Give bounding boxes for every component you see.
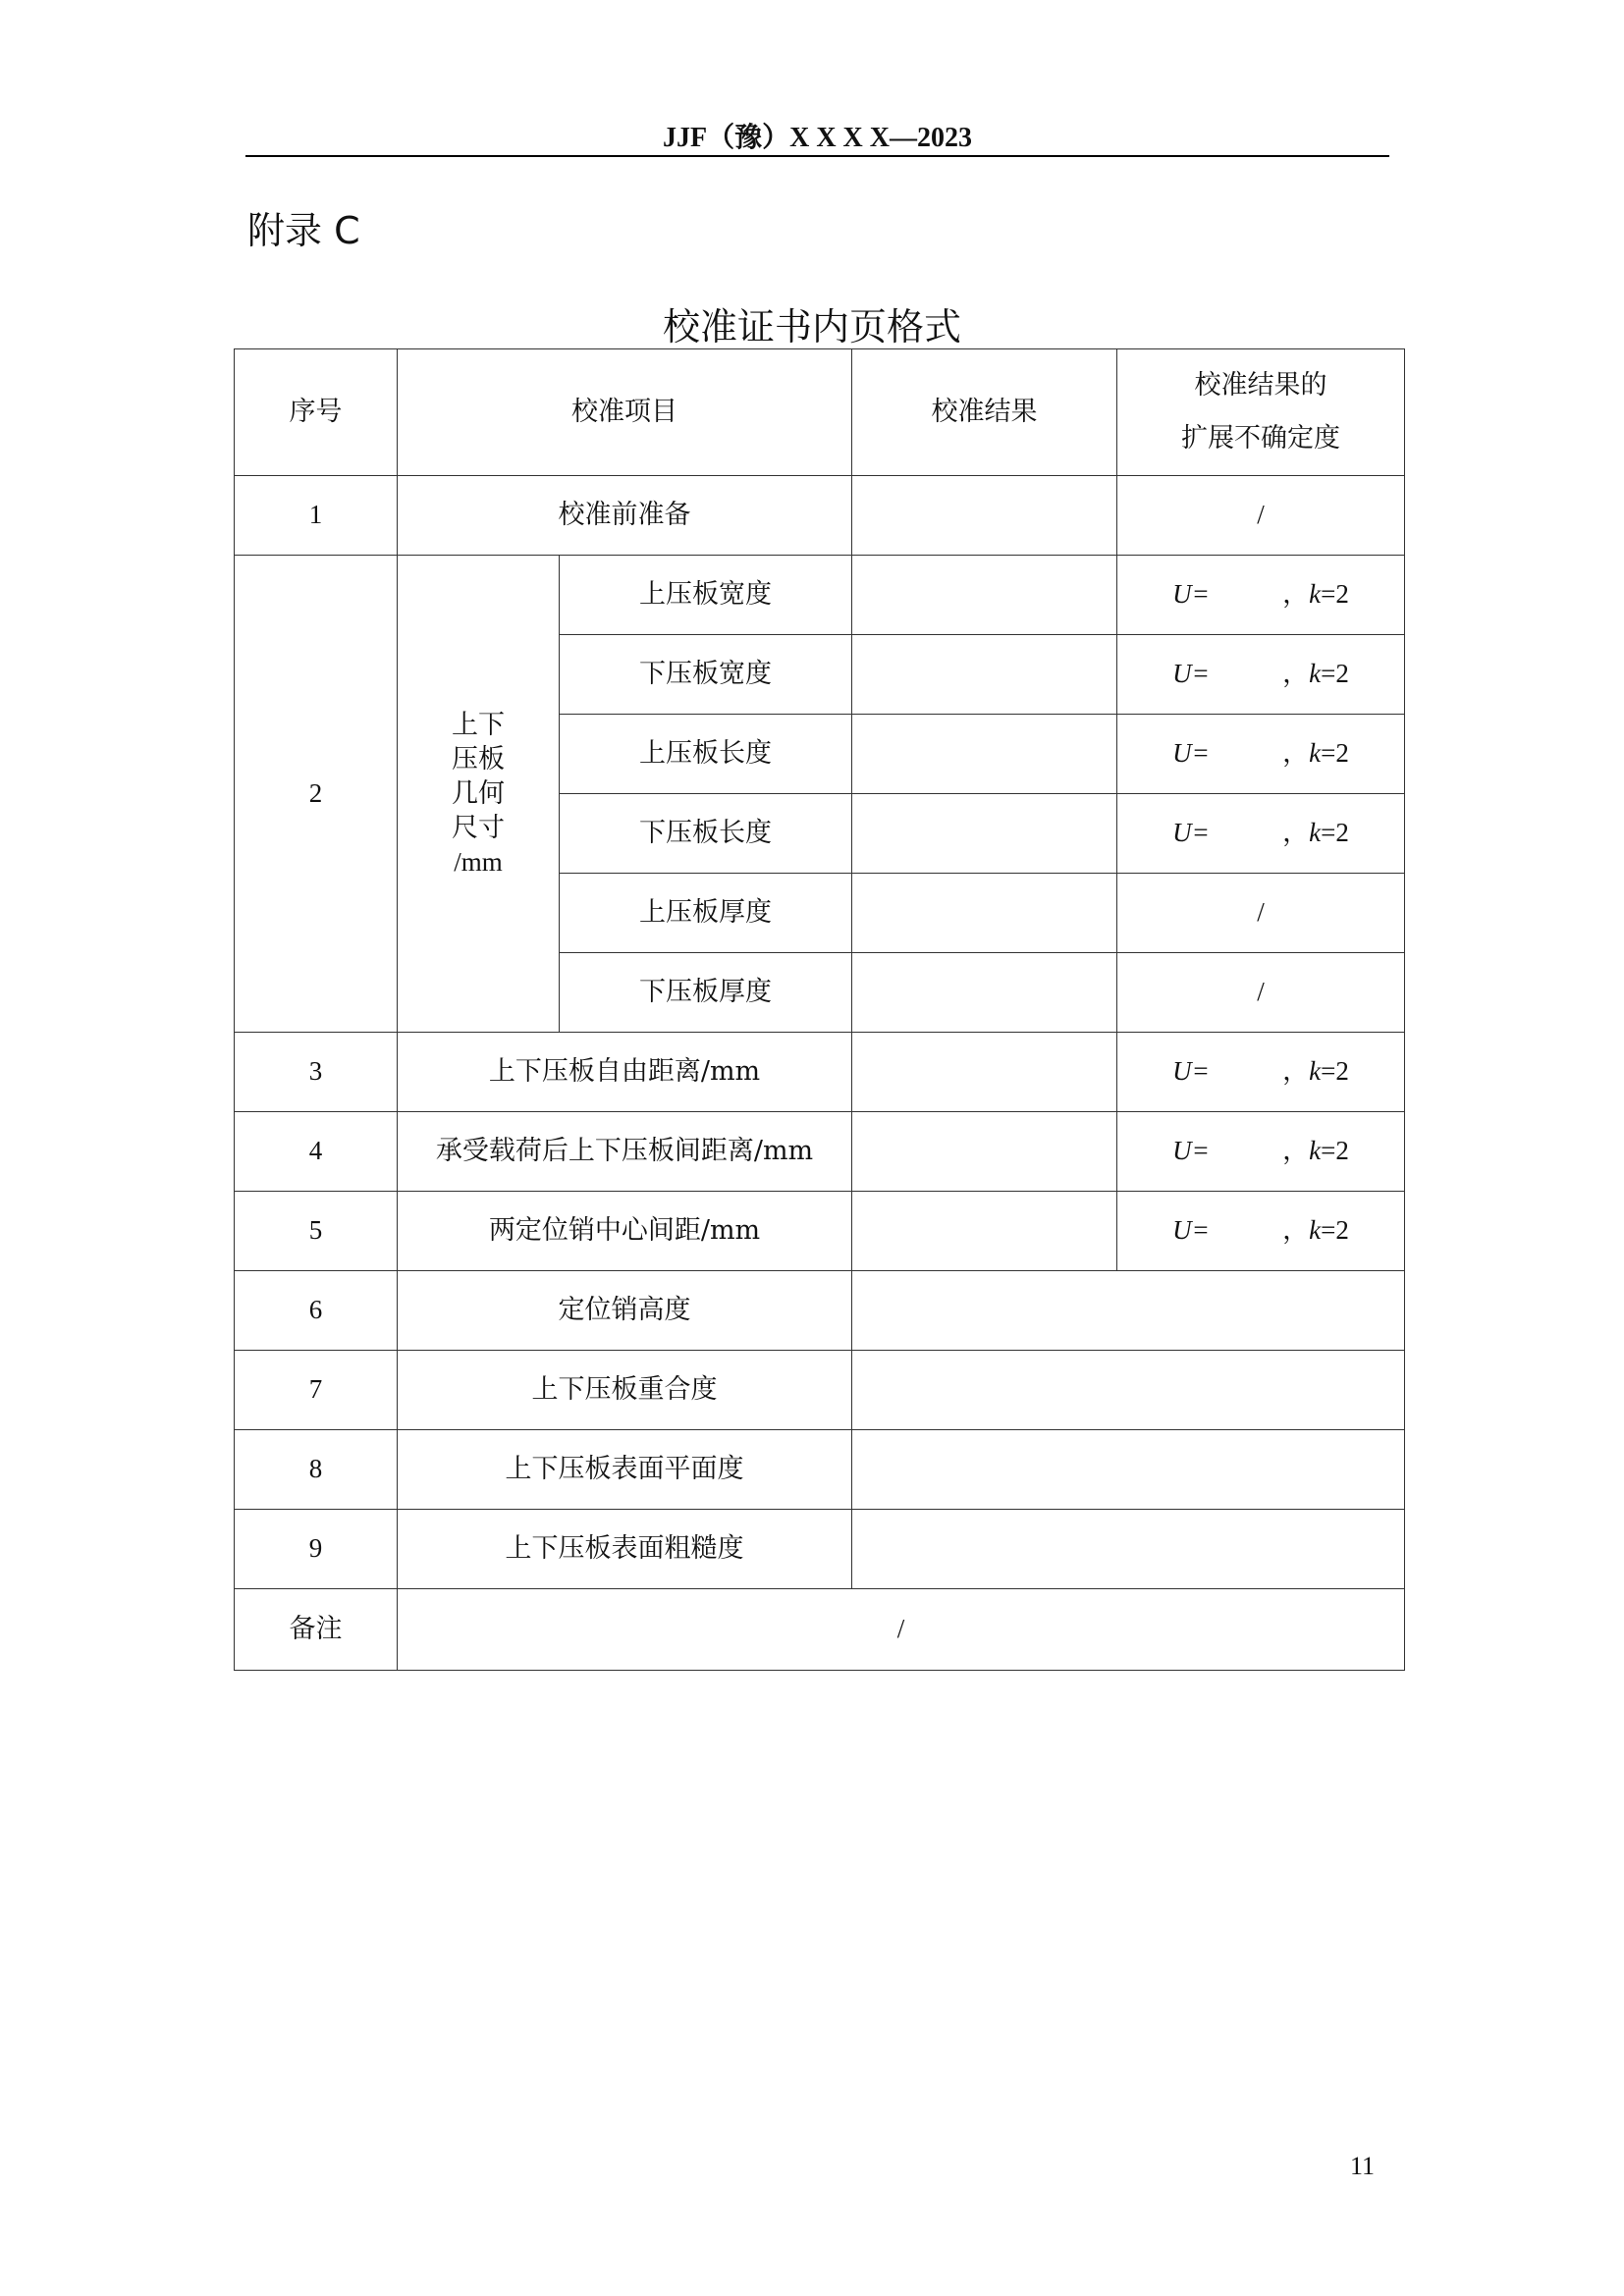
row-item: 承受载荷后上下压板间距离/mm <box>398 1112 852 1192</box>
row-result <box>852 1033 1117 1112</box>
row-no: 1 <box>235 476 398 556</box>
header-uncertainty-line1: 校准结果的 <box>1194 370 1327 400</box>
header-result: 校准结果 <box>852 349 1117 476</box>
table-row <box>235 1192 1405 1271</box>
row-result <box>852 953 1117 1033</box>
row-uncertainty: U= ，k=2 <box>1117 635 1405 715</box>
group-label-line: 几何 <box>452 777 505 809</box>
row-item: 上下压板表面粗糙度 <box>398 1510 852 1589</box>
row-subitem: 上压板厚度 <box>560 874 852 953</box>
header-rule <box>245 155 1389 157</box>
row-result <box>852 1112 1117 1192</box>
row-item: 上下压板表面平面度 <box>398 1430 852 1510</box>
header-uncertainty <box>1117 349 1405 476</box>
row-no: 3 <box>235 1033 398 1112</box>
row-result <box>852 715 1117 794</box>
row-result <box>852 1271 1405 1351</box>
table-header-row <box>235 349 1405 476</box>
row-uncertainty: / <box>1117 953 1405 1033</box>
table-row <box>235 1033 1405 1112</box>
remarks-value: / <box>398 1589 1405 1671</box>
row-subitem: 下压板宽度 <box>560 635 852 715</box>
group-label-line: 上下 <box>452 709 505 740</box>
header-no: 序号 <box>235 349 398 476</box>
page-title: 校准证书内页格式 <box>662 305 961 348</box>
row-uncertainty: U= ，k=2 <box>1117 715 1405 794</box>
row-no: 4 <box>235 1112 398 1192</box>
group-label-line: 压板 <box>452 743 505 774</box>
group-label-line: /mm <box>454 847 503 878</box>
row-subitem: 下压板厚度 <box>560 953 852 1033</box>
row-uncertainty: U= ，k=2 <box>1117 1112 1405 1192</box>
row-result <box>852 556 1117 635</box>
table-row <box>235 1351 1405 1430</box>
row-item: 上下压板重合度 <box>398 1351 852 1430</box>
remarks-label: 备注 <box>235 1589 398 1671</box>
row-result <box>852 1430 1405 1510</box>
row-item: 定位销高度 <box>398 1271 852 1351</box>
table-row <box>235 1430 1405 1510</box>
group-label-line: 尺寸 <box>452 813 505 844</box>
row-no: 6 <box>235 1271 398 1351</box>
row-uncertainty: U= ，k=2 <box>1117 556 1405 635</box>
row-no: 5 <box>235 1192 398 1271</box>
calibration-table <box>234 348 1405 1671</box>
remarks-row <box>235 1589 1405 1671</box>
row-no: 2 <box>235 556 398 1033</box>
row-no: 7 <box>235 1351 398 1430</box>
row-uncertainty: U= ，k=2 <box>1117 1192 1405 1271</box>
row-result <box>852 1510 1405 1589</box>
row-item: 两定位销中心间距/mm <box>398 1192 852 1271</box>
row-no: 8 <box>235 1430 398 1510</box>
row-subitem: 下压板长度 <box>560 794 852 874</box>
row-uncertainty: U= ，k=2 <box>1117 794 1405 874</box>
row-result <box>852 1351 1405 1430</box>
row-result <box>852 794 1117 874</box>
row-result <box>852 874 1117 953</box>
row-uncertainty: / <box>1117 476 1405 556</box>
header-item: 校准项目 <box>398 349 852 476</box>
table-row <box>235 556 1405 635</box>
page-number: 11 <box>1350 2152 1376 2180</box>
row-item: 上下压板自由距离/mm <box>398 1033 852 1112</box>
table-row <box>235 476 1405 556</box>
geometry-group-label <box>398 556 560 1033</box>
document-code-header: JJF（豫）X X X X—2023 <box>663 123 972 153</box>
table-row <box>235 1112 1405 1192</box>
header-uncertainty-line2: 扩展不确定度 <box>1181 423 1340 454</box>
row-uncertainty: / <box>1117 874 1405 953</box>
row-result <box>852 635 1117 715</box>
appendix-label: 附录 C <box>247 209 360 252</box>
row-no: 9 <box>235 1510 398 1589</box>
table-row <box>235 1271 1405 1351</box>
row-uncertainty: U= ，k=2 <box>1117 1033 1405 1112</box>
row-item: 校准前准备 <box>398 476 852 556</box>
row-subitem: 上压板长度 <box>560 715 852 794</box>
row-result <box>852 476 1117 556</box>
table-row <box>235 1510 1405 1589</box>
row-result <box>852 1192 1117 1271</box>
row-subitem: 上压板宽度 <box>560 556 852 635</box>
